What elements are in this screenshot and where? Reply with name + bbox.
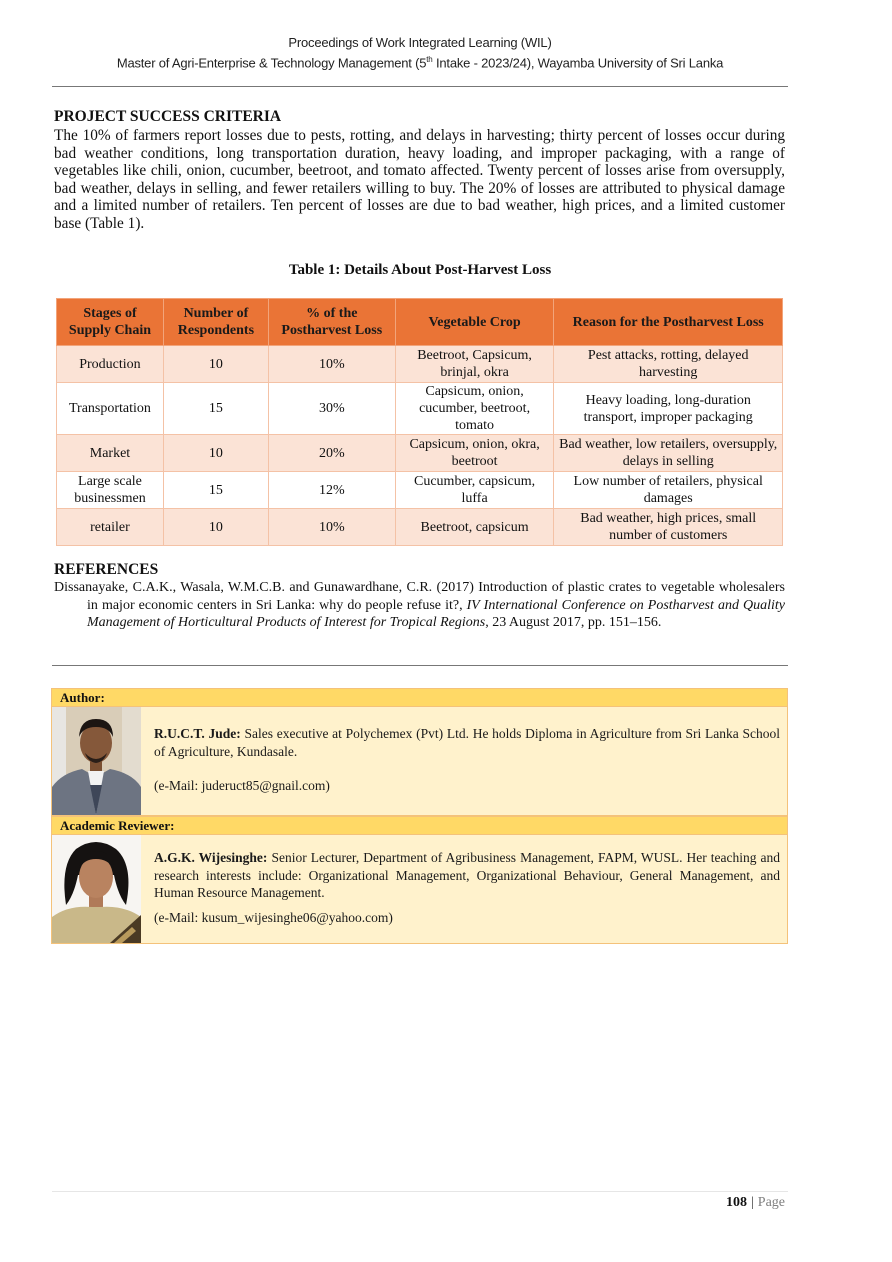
table-cell: Heavy loading, long-duration transport, improper packaging xyxy=(554,383,783,435)
table-cell: Production xyxy=(57,346,164,383)
reference-authors-title: Dissanayake, C.A.K., Wasala, W.M.C.B. and Gunawardhane, C.R. (2017) Introduction of plastic crates to vegetable wholesalers in major economic centers in Sri Lanka: why do people refuse it?, xyxy=(54,580,785,613)
reviewer-description: Senior Lecturer, Department of Agribusiness Management, FAPM, WUSL. Her teaching and research interests include: Organizational Management, Organizational Behaviour, General Management, and Human Resource Management. xyxy=(154,850,781,900)
table-cell: 10% xyxy=(268,346,395,383)
author-name: R.U.C.T. Jude: xyxy=(154,726,241,741)
table-cell: 10% xyxy=(268,509,395,546)
body-paragraph: The 10% of farmers report losses due to pests, rotting, and delays in harvesting; thirty percent of losses occur during bad weather conditions, long transportation duration, heavy loading, and improper packaging, with a range of vegetables like chili, onion, cucumber, beetroot, and tomato affected. Twenty percent of losses arise from oversupply, bad weather, delays in selling, and fewer retailers willing to buy. The 20% of losses are attributed to physical damage and a limited number of retailers. Ten percent of losses are due to bad weather, high prices, and a limited customer base (Table 1). xyxy=(54,127,785,232)
header-program-text-end: Intake - 2023/24), Wayamba University of Sri Lanka xyxy=(432,55,724,71)
reviewer-name: A.G.K. Wijesinghe: xyxy=(154,850,268,865)
header-divider xyxy=(52,86,788,87)
table-header-row xyxy=(57,299,783,346)
table-cell: Capsicum, onion, okra, beetroot xyxy=(395,435,554,472)
section-divider xyxy=(52,665,788,666)
table-cell: Large scale businessmen xyxy=(57,472,164,509)
table-row xyxy=(57,509,783,546)
table-cell: Low number of retailers, physical damages xyxy=(554,472,783,509)
table-cell: Pest attacks, rotting, delayed harvesting xyxy=(554,346,783,383)
author-photo xyxy=(52,707,141,815)
table-cell: 30% xyxy=(268,383,395,435)
header-proceedings-title: Proceedings of Work Integrated Learning (WIL) xyxy=(288,35,552,50)
table-cell: 10 xyxy=(163,509,268,546)
footer-divider xyxy=(52,1191,788,1192)
table-cell: Bad weather, low retailers, oversupply, delays in selling xyxy=(554,435,783,472)
section-title-references: REFERENCES xyxy=(54,561,159,578)
table-row xyxy=(57,383,783,435)
author-label: Author: xyxy=(51,688,788,707)
author-email: (e-Mail: juderuct85@gnail.com) xyxy=(154,778,330,793)
table-cell: Cucumber, capsicum, luffa xyxy=(395,472,554,509)
table-cell: Transportation xyxy=(57,383,164,435)
table-cell: Market xyxy=(57,435,164,472)
reviewer-portrait-icon xyxy=(52,835,141,943)
table-cell: 15 xyxy=(163,472,268,509)
reference-entry xyxy=(54,579,785,632)
reference-conference: IV International Conference on Postharvest and Quality Management of Horticultural Products of Interest for Tropical Regions xyxy=(87,597,785,630)
author-box xyxy=(51,706,788,816)
author-bio xyxy=(154,725,780,760)
column-header: Number of Respondents xyxy=(163,299,268,346)
table-cell: 15 xyxy=(163,383,268,435)
header-program-line xyxy=(52,51,788,71)
table-cell: Beetroot, capsicum xyxy=(395,509,554,546)
column-header: % of the Postharvest Loss xyxy=(268,299,395,346)
table-row xyxy=(57,435,783,472)
page-number-separator: | xyxy=(750,1195,754,1210)
table-row xyxy=(57,346,783,383)
column-header: Reason for the Postharvest Loss xyxy=(554,299,783,346)
table-cell: Capsicum, onion, cucumber, beetroot, tomato xyxy=(395,383,554,435)
table-cell: retailer xyxy=(57,509,164,546)
reviewer-label: Academic Reviewer: xyxy=(51,816,788,835)
column-header: Stages of Supply Chain xyxy=(57,299,164,346)
header-program-text: Master of Agri-Enterprise & Technology Management (5 xyxy=(116,55,427,71)
header-ordinal-sup: th xyxy=(426,55,433,64)
reviewer-bio xyxy=(154,849,780,902)
page-number-value: 108 xyxy=(725,1195,747,1210)
reviewer-email: (e-Mail: kusum_wijesinghe06@yahoo.com) xyxy=(154,910,393,925)
table-cell: Beetroot, Capsicum, brinjal, okra xyxy=(395,346,554,383)
section-title-project-success: PROJECT SUCCESS CRITERIA xyxy=(54,108,282,125)
post-harvest-loss-table xyxy=(56,298,783,546)
author-portrait-icon xyxy=(52,707,141,815)
table-row xyxy=(57,472,783,509)
page-number xyxy=(726,1195,785,1211)
page-word: Page xyxy=(757,1195,785,1210)
table-cell: 20% xyxy=(268,435,395,472)
reference-date-pages: , 23 August 2017, pp. 151–156. xyxy=(485,615,662,630)
reviewer-photo xyxy=(52,835,141,943)
running-header xyxy=(52,34,788,71)
table-cell: Bad weather, high prices, small number of customers xyxy=(554,509,783,546)
table-cell: 10 xyxy=(163,346,268,383)
column-header: Vegetable Crop xyxy=(395,299,554,346)
table-caption: Table 1: Details About Post-Harvest Loss xyxy=(288,262,552,278)
table-cell: 10 xyxy=(163,435,268,472)
table-cell: 12% xyxy=(268,472,395,509)
author-description: Sales executive at Polychemex (Pvt) Ltd. He holds Diploma in Agriculture from Sri Lanka School of Agriculture, Kundasale. xyxy=(154,726,781,759)
